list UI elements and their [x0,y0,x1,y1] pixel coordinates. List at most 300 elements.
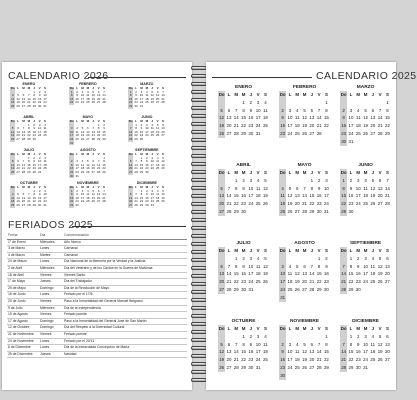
day-cell: 26 [86,169,90,174]
month-name: AGOSTO [80,148,96,152]
day-cell: 6 [303,263,306,269]
month-table [218,325,269,372]
day-cell: 5 [303,107,306,113]
day-cell: 7 [103,188,105,193]
day-cell: 28 [341,364,347,370]
day-cell: 2 [103,122,105,127]
month-junio [340,162,391,216]
day-cell: 8 [97,126,100,131]
day-cell: 23 [316,201,322,207]
day-cell: 4 [11,93,14,98]
weekday-label: S [263,248,267,253]
feriado-day: Domingo [39,318,63,325]
weekday-label: J [371,248,375,253]
day-cell: 18 [370,349,376,355]
day-cell: 4 [256,177,260,183]
weekday-label: L [349,92,353,97]
weekday-label: S [44,86,47,90]
weekday-label: M [356,170,361,175]
feriados-header-fecha: Fecha [7,233,39,239]
feriado-conmemoracion: Día del Veterano y de los Caídos en la Guerra de Malvinas [63,265,187,272]
day-cell: 4 [81,159,84,164]
day-cell: 17 [323,193,329,199]
day-cell: 3 [81,89,84,94]
month-table [10,120,48,142]
day-cell: 3 [76,159,78,164]
day-cell: 30 [248,364,254,370]
spiral-ring [191,338,207,342]
day-cell: 30 [70,173,74,178]
day-cell [101,142,106,146]
day-cell: 25 [80,169,85,174]
day-cell: 26 [262,201,268,207]
week-row [218,107,269,115]
month-mayo [69,115,107,145]
day-cell: 28 [226,208,232,214]
day-cell: 12 [370,185,376,191]
week-row [279,177,330,185]
feriado-row [7,318,187,325]
day-cell: 5 [162,188,164,193]
month-name: MAYO [297,163,312,168]
spiral-ring [191,298,207,302]
day-cell: 28 [309,286,315,292]
day-cell: 13 [155,93,160,98]
day-cell: 14 [316,349,322,355]
feriado-conmemoracion: Feriado puente [63,312,187,319]
weekday-label: V [317,170,321,175]
day-cell: 16 [355,349,361,355]
day-cell: 14 [102,93,106,98]
day-cell: 9 [146,192,148,197]
weekday-label: L [288,248,292,253]
day-cell: 7 [340,263,347,271]
weekday-label: S [385,248,389,253]
day-cell: 24 [323,201,329,207]
day-cell: 23 [241,279,246,285]
week-row [279,255,330,263]
month-table [279,247,330,302]
spiral-ring [191,66,207,70]
day-cell: 26 [370,201,376,207]
day-cell: 2 [38,89,41,94]
day-cell: 16 [355,271,361,277]
day-cell: 8 [325,341,328,347]
day-cell [247,208,254,216]
day-cell: 1 [135,122,137,127]
week-row [340,255,391,263]
feriado-conmemoracion: Feriado por el 17/6 [63,292,187,299]
day-cell: 14 [309,271,315,277]
feriado-conmemoracion: Día Nacional de la Memoria por la Verdad y la Justicia [63,259,187,266]
day-cell: 8 [242,107,245,113]
day-cell: 25 [294,364,300,370]
weekday-header-row [279,325,330,333]
week-row [218,348,269,356]
day-cell: 15 [309,193,315,199]
day-cell: 29 [233,208,239,214]
weekday-label: V [317,326,321,331]
day-cell: 19 [294,279,300,285]
day-cell: 4 [156,155,159,160]
weekday-label: L [227,326,231,331]
day-cell: 17 [355,193,361,199]
day-cell: 4 [296,107,299,113]
day-cell: 20 [384,349,390,355]
day-cell: 2 [357,255,360,261]
spiral-ring [191,314,207,318]
weekday-label: J [33,152,36,156]
day-cell: 12 [11,162,15,167]
day-cell: 22 [323,357,329,363]
weekday-label: S [263,170,267,175]
day-cell: 1 [97,122,100,127]
week-row [69,175,107,179]
day-cell: 31 [248,286,254,292]
day-cell: 10 [70,129,74,134]
day-cell: 18 [11,199,15,204]
day-cell: 28 [341,286,347,292]
day-cell: 23 [241,201,246,207]
day-cell [262,364,269,372]
day-cell: 21 [161,96,165,101]
day-cell: 10 [248,263,254,269]
week-row [279,286,330,294]
day-cell: 16 [75,195,79,200]
day-cell: 22 [241,123,246,129]
day-cell [294,372,301,380]
day-cell: 2 [357,333,360,339]
day-cell: 16 [316,193,322,199]
day-cell: 20 [226,357,232,363]
day-cell: 8 [129,93,132,98]
day-cell: 4 [264,333,267,339]
day-cell: 5 [92,188,95,193]
day-cell: 25 [43,133,47,138]
day-cell [101,204,106,208]
weekday-label: M [86,119,90,123]
day-cell: 4 [156,188,159,193]
month-table [279,91,330,138]
week-row [340,341,391,349]
day-cell: 18 [255,271,261,277]
day-cell: 3 [249,255,253,261]
day-cell: 3 [146,122,148,127]
day-cell: 12 [377,341,383,347]
feriado-row [7,252,187,259]
day-cell [323,372,330,380]
day-cell: 27 [86,136,90,141]
day-cell: 27 [129,169,133,174]
day-cell: 18 [370,271,376,277]
day-cell [262,286,269,294]
spiral-ring [191,130,207,134]
week-row [69,142,107,146]
week-row [340,364,391,372]
month-table [128,153,166,175]
day-cell: 4 [371,333,375,339]
day-cell: 23 [355,279,361,285]
day-cell [384,138,391,146]
day-cell [369,208,376,216]
day-cell: 4 [44,122,46,127]
day-cell: 3 [288,341,292,347]
week-row [218,278,269,286]
spiral-ring [191,90,207,94]
day-cell: 10 [363,341,368,347]
day-cell: 10 [43,93,47,98]
day-cell: 30 [145,169,149,174]
day-cell: 17 [37,162,42,167]
day-cell: 7 [227,263,231,269]
day-cell [233,333,240,341]
day-cell: 18 [11,100,15,105]
month-name: JULIO [23,148,35,152]
day-cell: 19 [219,357,225,363]
day-cell: 23 [348,201,354,207]
day-cell: 28 [316,364,322,370]
day-cell: 9 [76,192,78,197]
day-cell: 1 [242,333,245,339]
day-cell: 16 [145,195,149,200]
day-cell: 22 [32,199,36,204]
day-cell: 21 [91,133,95,138]
day-cell: 28 [302,208,307,214]
day-cell: 17 [43,195,47,200]
month-name: MAYO [82,115,94,119]
spiral-ring [191,378,207,382]
weekday-label: V [156,119,159,123]
month-name: ABRIL [236,163,251,168]
day-cell: 9 [103,126,105,131]
weekday-label: S [44,119,47,123]
day-cell: 6 [129,192,132,197]
day-cell: 11 [263,341,268,347]
day-cell: 17 [80,96,85,101]
month-table [279,325,330,380]
weekday-label: J [151,119,154,123]
feriado-day: Jueves [39,279,63,286]
month-table [218,169,269,216]
day-cell: 30 [139,136,144,141]
day-cell: 25 [287,286,293,292]
day-cell: 12 [302,115,307,121]
feriado-day: Martes [39,252,63,259]
day-cell: 11 [11,195,15,200]
day-cell: 16 [241,271,246,277]
weekday-label: M [295,326,300,331]
day-cell: 19 [155,129,160,134]
day-cell: 9 [76,93,78,98]
spiral-ring [191,202,207,206]
day-cell: 18 [363,193,368,199]
day-cell: 5 [296,263,299,269]
day-cell: 22 [309,201,315,207]
day-cell [160,204,165,208]
day-cell [355,138,362,146]
day-cell: 9 [140,126,143,131]
weekday-label: S [324,170,328,175]
day-cell: 19 [11,166,15,171]
day-cell: 14 [316,115,322,121]
week-row [340,356,391,364]
day-cell: 27 [302,286,307,292]
day-cell: 22 [323,123,329,129]
weekday-label: M [234,326,239,331]
day-cell: 5 [11,126,14,131]
month-name: JUNIO [358,163,373,168]
month-febrero [279,84,330,138]
day-cell: 28 [27,202,31,207]
day-cell: 15 [27,162,31,167]
day-cell: 28 [233,130,239,136]
day-cell: 18 [80,166,85,171]
weekday-label: M [363,326,368,331]
weekday-label: M [27,86,31,90]
day-cell: 28 [21,169,26,174]
weekday-label: M [241,248,246,253]
day-cell: 14 [102,192,106,197]
day-cell: 9 [279,114,286,122]
week-row [279,99,330,107]
feriados-header-conmemoracion: Conmemoración [63,233,187,239]
day-cell: 15 [233,193,239,199]
day-cell: 13 [226,349,232,355]
day-cell: 19 [377,271,383,277]
feriado-conmemoracion: Feriado por el 20/11 [63,338,187,345]
day-cell: 13 [96,93,101,98]
day-cell: 20 [309,357,315,363]
day-cell: 26 [219,130,225,136]
week-row [218,341,269,349]
day-cell: 31 [363,364,368,370]
day-cell: 4 [87,188,89,193]
day-cell: 1 [129,89,132,94]
day-cell: 8 [70,192,73,197]
day-cell: 17 [255,115,261,121]
day-cell: 9 [357,263,360,269]
day-cell: 21 [233,123,239,129]
day-cell [218,177,225,185]
day-cell: 9 [279,348,286,356]
day-cell [286,99,293,107]
feriado-row [7,312,187,319]
day-cell: 12 [262,185,268,191]
weekday-label: M [241,92,246,97]
day-cell: 20 [219,201,225,207]
day-cell: 6 [162,122,164,127]
weekday-label: J [92,152,95,156]
day-cell: 11 [43,159,47,164]
day-cell: 1 [28,155,30,160]
day-cell: 22 [348,279,354,285]
day-cell: 23 [248,123,254,129]
day-cell [369,364,376,372]
feriados-title-rule [72,226,186,227]
weekday-label: M [145,119,149,123]
spiral-ring [191,106,207,110]
day-cell: 29 [32,103,36,108]
day-cell: 1 [70,188,73,193]
month-table [128,87,166,109]
day-cell: 13 [309,115,315,121]
day-cell: 10 [145,126,149,131]
day-cell: 11 [11,96,15,101]
day-cell: 24 [70,136,74,141]
day-cell: 17 [150,162,154,167]
day-cell: 11 [370,263,376,269]
weekday-label: M [27,152,31,156]
feriado-date: 1° de Enero [7,239,39,246]
weekday-label: L [135,185,137,189]
day-cell: 28 [316,130,322,136]
day-cell: 20 [219,279,225,285]
week-row [279,348,330,356]
day-cell: 8 [70,93,73,98]
day-cell: 19 [16,199,20,204]
day-cell: 20 [96,195,101,200]
weekday-label: V [378,248,382,253]
day-cell: 9 [249,341,253,347]
weekday-label: V [378,326,382,331]
day-cell: 17 [363,271,368,277]
weekday-label: M [302,248,307,253]
feriado-date: 21 de Noviembre [7,331,39,338]
day-cell: 24 [355,201,361,207]
weekday-label: M [234,92,239,97]
month-table [10,153,48,175]
day-cell: 18 [355,123,361,129]
day-cell: 4 [357,107,360,113]
day-cell: 1 [103,155,105,160]
day-cell: 2 [340,107,347,115]
day-cell: 23 [145,199,149,204]
day-cell: 30 [241,286,246,292]
weekday-label: L [76,185,78,189]
weekday-label: M [81,119,84,123]
day-cell: 31 [280,294,286,300]
day-cell: 7 [92,126,95,131]
day-cell: 25 [155,166,160,171]
day-cell: 4 [146,89,148,94]
day-cell: 7 [340,341,347,349]
weekday-label: M [81,86,84,90]
weekday-label: M [81,185,84,189]
spiral-ring [191,146,207,150]
weekday-label: S [103,152,106,156]
day-cell: 15 [241,115,246,121]
day-cell: 1 [317,255,321,261]
feriado-conmemoracion: Paso a la Inmortalidad del General Manuel Belgrano [63,298,187,305]
day-cell: 6 [310,107,314,113]
day-cell: 1 [33,89,36,94]
day-cell: 27 [16,136,20,141]
month-name: MARZO [140,82,154,86]
weekday-header-row [218,247,269,255]
day-cell: 30 [248,130,254,136]
day-cell: 30 [355,364,361,370]
day-cell: 18 [294,123,300,129]
month-name: OCTUBRE [19,181,38,185]
day-cell: 1 [28,122,30,127]
feriado-date: 1° de Mayo [7,279,39,286]
day-cell: 16 [323,271,329,277]
feriado-conmemoracion: Día del Respeto a la Diversidad Cultural [63,325,187,332]
day-cell: 18 [287,279,293,285]
day-cell: 1 [140,188,143,193]
day-cell: 25 [43,166,47,171]
day-cell [376,138,383,146]
